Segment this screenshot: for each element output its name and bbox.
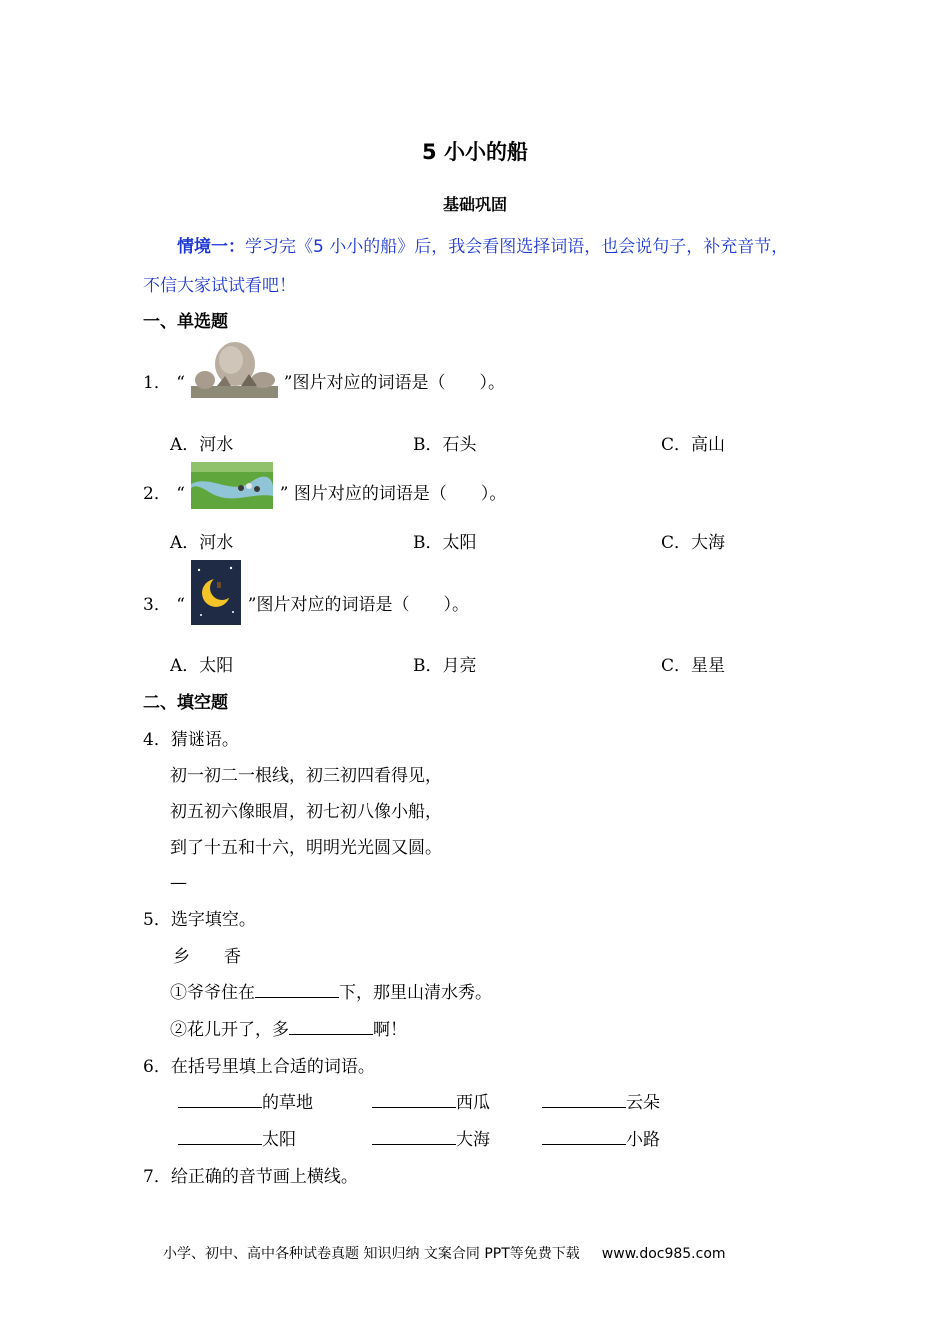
q6-blank-2[interactable] bbox=[372, 1090, 456, 1108]
q6-word-1: 的草地 bbox=[262, 1093, 313, 1113]
q6-blank-1[interactable] bbox=[178, 1090, 262, 1108]
question-7-stem: 7．给正确的音节画上横线。 bbox=[143, 1167, 358, 1187]
q6-word-4: 太阳 bbox=[262, 1130, 296, 1150]
scenario-text: 学习完《5 小小的船》后，我会看图选择词语，也会说句子，补充音节，不信大家试试看吧！ bbox=[143, 237, 789, 296]
scenario-label: 情境一： bbox=[177, 237, 245, 257]
question-2-stem: ” 图片对应的词语是（ ）。 bbox=[279, 484, 507, 504]
question-1-stem: ”图片对应的词语是（ ）。 bbox=[283, 373, 505, 393]
q6-blank-6[interactable] bbox=[542, 1127, 626, 1145]
riddle-line-1: 初一初二一根线，初三初四看得见， bbox=[170, 766, 442, 786]
page-title: 5 小小的船 bbox=[422, 140, 528, 164]
sentence-2 bbox=[170, 1015, 407, 1040]
footer-url[interactable]: www.doc985.com bbox=[601, 1246, 726, 1262]
question-number: 3． bbox=[143, 595, 171, 615]
riddle-line-3: 到了十五和十六，明明光光圆又圆。 bbox=[170, 838, 442, 858]
open-quote: “ bbox=[176, 484, 185, 504]
q6-item-3 bbox=[542, 1088, 660, 1113]
sentence-2-suffix: 啊！ bbox=[373, 1020, 407, 1040]
q1-option-c[interactable]: C．高山 bbox=[661, 435, 726, 455]
open-quote: “ bbox=[176, 373, 185, 393]
page-subtitle: 基础巩固 bbox=[442, 195, 507, 214]
q6-word-3: 云朵 bbox=[626, 1093, 660, 1113]
sentence-1 bbox=[170, 978, 492, 1003]
q6-item-4 bbox=[178, 1125, 296, 1150]
riddle-line-2: 初五初六像眼眉，初七初八像小船， bbox=[170, 802, 442, 822]
q6-item-2 bbox=[372, 1088, 490, 1113]
section-heading-single-choice: 一、单选题 bbox=[143, 312, 228, 332]
q6-item-6 bbox=[542, 1125, 660, 1150]
page-footer bbox=[163, 1243, 726, 1263]
q6-blank-5[interactable] bbox=[372, 1127, 456, 1145]
sentence-2-prefix: ②花儿开了，多 bbox=[170, 1020, 289, 1040]
word-choices: 乡 香 bbox=[173, 947, 241, 967]
q6-word-5: 大海 bbox=[456, 1130, 490, 1150]
sentence-1-blank[interactable] bbox=[255, 980, 339, 998]
q3-option-c[interactable]: C．星星 bbox=[661, 656, 726, 676]
open-quote: “ bbox=[176, 595, 185, 615]
q6-item-5 bbox=[372, 1125, 490, 1150]
rock-image bbox=[191, 340, 278, 398]
q2-option-c[interactable]: C．大海 bbox=[661, 533, 726, 553]
footer-text: 小学、初中、高中各种试卷真题 知识归纳 文案合同 PPT等免费下载 bbox=[163, 1246, 580, 1262]
sentence-1-suffix: 下，那里山清水秀。 bbox=[339, 983, 492, 1003]
question-5-stem: 5．选字填空。 bbox=[143, 910, 256, 930]
sentence-2-blank[interactable] bbox=[289, 1017, 373, 1035]
sentence-1-prefix: ①爷爷住在 bbox=[170, 983, 255, 1003]
q3-option-a[interactable]: A．太阳 bbox=[170, 656, 234, 676]
scenario-paragraph bbox=[143, 228, 803, 306]
river-image bbox=[191, 462, 273, 509]
section-heading-fill-blank: 二、填空题 bbox=[143, 693, 228, 713]
q6-blank-4[interactable] bbox=[178, 1127, 262, 1145]
q2-option-a[interactable]: A．河水 bbox=[170, 533, 234, 553]
riddle-answer-blank[interactable]: — bbox=[170, 873, 187, 893]
question-3-stem: ”图片对应的词语是（ ）。 bbox=[247, 595, 469, 615]
q6-word-6: 小路 bbox=[626, 1130, 660, 1150]
q2-option-b[interactable]: B．太阳 bbox=[413, 533, 477, 553]
q6-blank-3[interactable] bbox=[542, 1090, 626, 1108]
q1-option-b[interactable]: B．石头 bbox=[413, 435, 477, 455]
q6-item-1 bbox=[178, 1088, 313, 1113]
question-number: 2． bbox=[143, 484, 171, 504]
moon-image bbox=[191, 560, 241, 625]
q1-option-a[interactable]: A．河水 bbox=[170, 435, 234, 455]
question-6-stem: 6．在括号里填上合适的词语。 bbox=[143, 1057, 375, 1077]
question-4-stem: 4．猜谜语。 bbox=[143, 730, 239, 750]
question-number: 1． bbox=[143, 373, 171, 393]
q3-option-b[interactable]: B．月亮 bbox=[413, 656, 477, 676]
q6-word-2: 西瓜 bbox=[456, 1093, 490, 1113]
